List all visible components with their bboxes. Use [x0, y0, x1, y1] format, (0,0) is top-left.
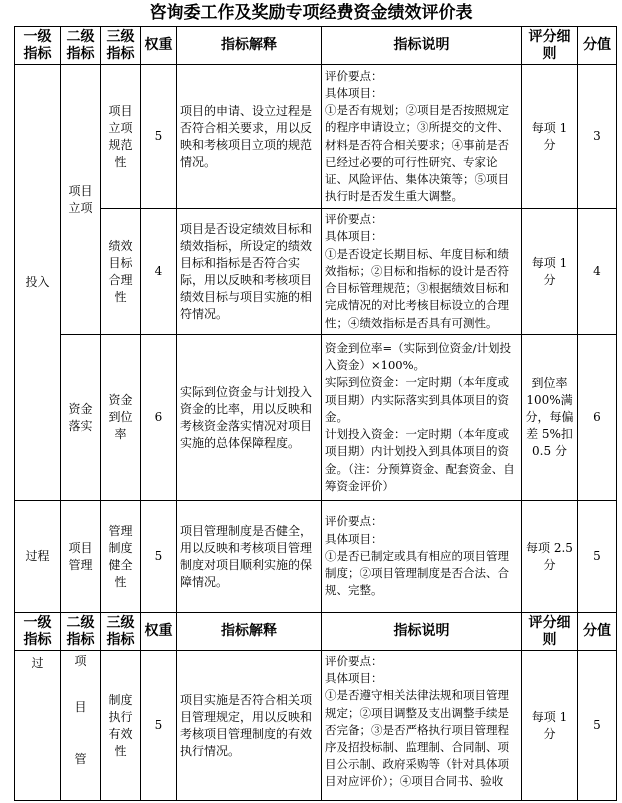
- header-score: 分值: [578, 27, 617, 65]
- header-explain: 指标解释: [177, 27, 322, 65]
- level3-cell: 制度执行有效性: [101, 651, 141, 801]
- level2-funds: 资金落实: [61, 335, 101, 501]
- explain-cell: 项目是否设定绩效目标和绩效指标，所设定的绩效目标和指标是否符合实际，用以反映和考核项目绩效目标与项目实施的相符情况。: [177, 209, 322, 335]
- header-desc: 指标说明: [322, 613, 522, 651]
- table-row: [15, 65, 617, 209]
- level3-cell: 项目立项规范性: [101, 65, 141, 209]
- header-explain: 指标解释: [177, 613, 322, 651]
- header-score: 分值: [578, 613, 617, 651]
- level1-process-cont: 过: [15, 651, 61, 801]
- score-cell: 5: [578, 501, 617, 613]
- desc-cell: 评价要点： 具体项目： ①是否有规划；②项目是否按照规定的程序申请设立；③所提交的文件、材料是否符合相关要求；④事前是否已经过必要的可行性研究、专家论证、风险评估、集体决策等；⑤项目执行时是否发生重大调整。: [322, 65, 522, 209]
- evaluation-table: [14, 26, 617, 801]
- header-level3: 三级指标: [101, 613, 141, 651]
- level2-project-mgmt-cont: [61, 651, 101, 801]
- score-cell: 4: [578, 209, 617, 335]
- header-row-repeat: [15, 613, 617, 651]
- score-cell: 3: [578, 65, 617, 209]
- weight-cell: 5: [141, 501, 177, 613]
- desc-cell: 评价要点： 具体项目： ①是否设定长期目标、年度目标和绩效指标；②目标和指标的设计是否符合目标管理规范；③根据绩效目标和完成情况的对比考核目标设立的合理性；④绩效指标是否具有可测性。: [322, 209, 522, 335]
- level1-input: 投入: [15, 65, 61, 501]
- header-level3: 三级指标: [101, 27, 141, 65]
- level2-char: 管: [74, 752, 87, 766]
- table-row: [15, 651, 617, 801]
- rule-cell: 到位率 100%满分，每偏差 5%扣 0.5 分: [522, 335, 578, 501]
- header-level2: 二级指标: [61, 27, 101, 65]
- desc-cell: 评价要点： 具体项目： ①是否已制定或具有相应的项目管理制度；②项目管理制度是否合法、合规、完整。: [322, 501, 522, 613]
- table-row: [15, 335, 617, 501]
- header-row: [15, 27, 617, 65]
- level2-char: 项: [74, 654, 87, 668]
- level2-char: 目: [74, 700, 87, 714]
- header-rule: 评分细则: [522, 613, 578, 651]
- table-row: [15, 501, 617, 613]
- rule-cell: 每项 1 分: [522, 65, 578, 209]
- explain-cell: 项目的申请、设立过程是否符合相关要求，用以反映和考核项目立项的规范情况。: [177, 65, 322, 209]
- weight-cell: 4: [141, 209, 177, 335]
- level2-project-mgmt: 项目管理: [61, 501, 101, 613]
- header-level2: 二级指标: [61, 613, 101, 651]
- explain-cell: 实际到位资金与计划投入资金的比率，用以反映和考核资金落实情况对项目实施的总体保障程度。: [177, 335, 322, 501]
- explain-cell: 项目管理制度是否健全，用以反映和考核项目管理制度对项目顺利实施的保障情况。: [177, 501, 322, 613]
- level3-cell: 管理制度健全性: [101, 501, 141, 613]
- rule-cell: 每项 1 分: [522, 651, 578, 801]
- level1-process: 过程: [15, 501, 61, 613]
- weight-cell: 6: [141, 335, 177, 501]
- desc-cell: 评价要点： 具体项目： ①是否遵守相关法律法规和项目管理规定；②项目调整及支出调整手续是否完备；③是否严格执行项目管理程序及招投标制、监理制、合同制、项目公示制、政府采购等（针对具体项目对应评价）；④项目合同书、验收: [322, 651, 522, 801]
- level2-project-setup: 项目立项: [61, 65, 101, 335]
- explain-cell: 项目实施是否符合相关项目管理规定，用以反映和考核项目管理制度的有效执行情况。: [177, 651, 322, 801]
- score-cell: 5: [578, 651, 617, 801]
- desc-cell: 资金到位率=（实际到位资金/计划投入资金）×100%。 实际到位资金：一定时期（本年度或项目期）内实际落实到具体项目的资金。 计划投入资金：一定时期（本年度或项目期）内计划投入到具体项目的资金。（注：分预算资金、配套资金、自筹资金评价）: [322, 335, 522, 501]
- header-level1: 一级指标: [15, 613, 61, 651]
- rule-cell: 每项 1 分: [522, 209, 578, 335]
- weight-cell: 5: [141, 65, 177, 209]
- weight-cell: 5: [141, 651, 177, 801]
- header-rule: 评分细则: [522, 27, 578, 65]
- page-title: 咨询委工作及奖励专项经费资金绩效评价表: [149, 3, 473, 23]
- header-weight: 权重: [141, 613, 177, 651]
- level3-cell: 资金到位率: [101, 335, 141, 501]
- header-desc: 指标说明: [322, 27, 522, 65]
- level3-cell: 绩效目标合理性: [101, 209, 141, 335]
- rule-cell: 每项 2.5 分: [522, 501, 578, 613]
- table-row: [15, 209, 617, 335]
- score-cell: 6: [578, 335, 617, 501]
- header-weight: 权重: [141, 27, 177, 65]
- header-level1: 一级指标: [15, 27, 61, 65]
